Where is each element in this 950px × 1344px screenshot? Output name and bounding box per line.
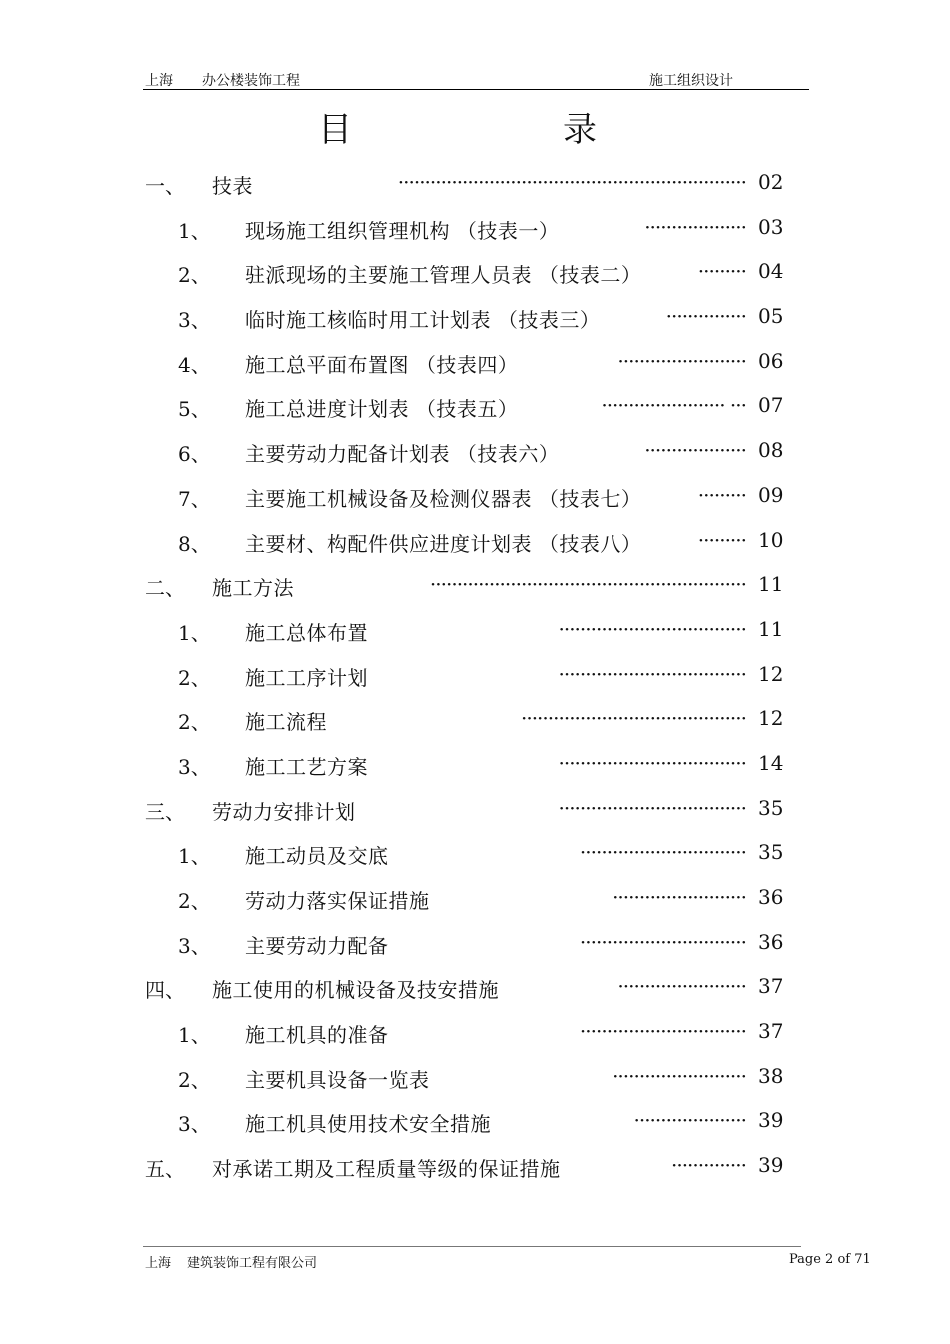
toc-entry-number: 3、	[178, 308, 211, 333]
toc-entry-leader: ······················· ···	[601, 393, 746, 418]
footer-company: 建筑装饰工程有限公司	[187, 1256, 318, 1271]
toc-entry-page: 36	[758, 885, 784, 909]
toc-entry-title: 技表	[212, 174, 253, 198]
toc-entry-leader: ························	[617, 974, 746, 999]
toc-entry[interactable]	[0, 697, 950, 742]
toc-entry-leader: ························	[617, 348, 746, 373]
toc-entry-title: 施工工艺方案	[245, 754, 368, 779]
toc-entry-number: 1、	[178, 844, 211, 869]
toc-entry-page: 10	[758, 527, 784, 552]
title-char-2: 录	[563, 110, 597, 150]
header-doc-type: 施工组织设计	[649, 73, 733, 89]
toc-entry-page: 38	[758, 1063, 784, 1088]
toc-entry-leader: ·························	[612, 1063, 746, 1088]
toc-entry[interactable]	[0, 1144, 950, 1189]
toc-entry-leader: ···················	[644, 214, 746, 239]
toc-entry[interactable]	[0, 1099, 950, 1144]
toc-entry-title: 对承诺工期及工程质量等级的保证措施	[212, 1157, 561, 1182]
toc-entry-leader: ·········	[697, 259, 746, 284]
toc-entry-number: 3、	[178, 754, 211, 779]
toc-entry[interactable]	[0, 161, 950, 206]
toc-entry-leader: ···················	[644, 438, 746, 463]
toc-entry-leader: ·····················	[633, 1108, 746, 1133]
toc-entry[interactable]	[0, 608, 950, 653]
toc-entry[interactable]	[0, 1055, 950, 1100]
toc-entry-page: 39	[758, 1108, 784, 1133]
toc-entry-title: 主要劳动力配备计划表 （技表六）	[245, 442, 560, 467]
toc-entry-leader: ·······························	[579, 1019, 746, 1044]
toc-entry-title: 劳动力落实保证措施	[245, 889, 430, 913]
toc-entry-title: 施工总平面布置图 （技表四）	[245, 352, 519, 377]
toc-entry-page: 37	[758, 1019, 784, 1044]
toc-entry-title: 施工机具的准备	[245, 1023, 389, 1048]
toc-entry[interactable]	[0, 563, 950, 608]
toc-entry-number: 五、	[145, 1157, 185, 1182]
toc-entry-number: 2、	[178, 889, 211, 913]
toc-entry-page: 07	[758, 393, 784, 418]
toc-entry[interactable]	[0, 876, 950, 921]
footer-location: 上海	[145, 1256, 172, 1271]
toc-entry-page: 35	[758, 795, 784, 820]
toc-entry-title: 主要材、构配件供应进度计划表 （技表八）	[245, 531, 642, 556]
toc-entry-leader: ···································	[558, 750, 746, 775]
toc-entry-number: 2、	[178, 1067, 211, 1092]
toc-entry-leader: ··········································	[520, 706, 746, 731]
toc-entry-page: 04	[758, 259, 784, 284]
toc-entry-leader: ·······························	[579, 840, 746, 865]
toc-entry[interactable]	[0, 831, 950, 876]
toc-entry-title: 施工总进度计划表 （技表五）	[245, 397, 519, 422]
toc-entry-number: 三、	[145, 799, 185, 824]
toc-entry[interactable]	[0, 965, 950, 1010]
toc-entry-number: 2、	[178, 710, 211, 735]
toc-entry-number: 3、	[178, 1112, 211, 1137]
toc-entry-page: 11	[758, 616, 784, 641]
toc-entry[interactable]	[0, 206, 950, 251]
toc-entry-title: 施工方法	[212, 576, 294, 601]
toc-entry[interactable]	[0, 295, 950, 340]
toc-entry-leader: ··············	[670, 1153, 746, 1178]
toc-entry-page: 36	[758, 929, 784, 954]
page-footer	[0, 1252, 950, 1271]
toc-entry-leader: ···································	[558, 795, 746, 820]
toc-entry-page: 06	[758, 348, 784, 373]
toc-entry-number: 1、	[178, 1023, 211, 1048]
toc-entry-title: 施工流程	[245, 710, 327, 735]
toc-entry-page: 12	[758, 661, 784, 686]
toc-entry-title: 主要施工机械设备及检测仪器表 （技表七）	[245, 486, 642, 511]
toc-entry[interactable]	[0, 787, 950, 832]
toc-entry-page: 11	[758, 572, 784, 597]
toc-entry[interactable]	[0, 921, 950, 966]
toc-entry-title: 主要机具设备一览表	[245, 1067, 430, 1092]
toc-entry-leader: ···············	[665, 304, 746, 329]
toc-entry-leader: ·········	[697, 527, 746, 552]
toc-entry-leader: ·································································	[397, 170, 746, 194]
toc-entry-page: 14	[758, 750, 784, 775]
toc-entry-number: 6、	[178, 442, 211, 467]
toc-entry[interactable]	[0, 653, 950, 698]
toc-entry-title: 主要劳动力配备	[245, 933, 389, 958]
title-char-1: 目	[318, 110, 352, 150]
toc-entry-leader: ·························	[612, 885, 746, 909]
toc-entry-page: 39	[758, 1153, 784, 1178]
toc-entry-leader: ···························································	[429, 572, 746, 597]
table-of-contents	[0, 161, 950, 1189]
toc-entry-leader: ···································	[558, 661, 746, 686]
header-project: 办公楼装饰工程	[202, 73, 300, 89]
toc-entry-number: 7、	[178, 486, 211, 511]
footer-divider	[143, 1246, 801, 1247]
toc-entry-page: 08	[758, 438, 784, 463]
toc-entry[interactable]	[0, 250, 950, 295]
toc-entry[interactable]	[0, 742, 950, 787]
toc-entry-leader: ···································	[558, 616, 746, 641]
toc-entry-title: 施工工序计划	[245, 665, 368, 690]
toc-entry-page: 05	[758, 304, 784, 329]
toc-entry[interactable]	[0, 1010, 950, 1055]
toc-entry-number: 1、	[178, 620, 211, 645]
toc-entry-page: 12	[758, 706, 784, 731]
toc-entry-number: 二、	[145, 576, 185, 601]
page-title	[0, 102, 950, 150]
header-location: 上海	[145, 73, 173, 89]
toc-entry[interactable]	[0, 384, 950, 429]
toc-entry-title: 施工总体布置	[245, 620, 368, 645]
toc-entry-number: 8、	[178, 531, 211, 556]
toc-entry-page: 09	[758, 482, 784, 507]
toc-entry-title: 施工动员及交底	[245, 844, 389, 869]
toc-entry[interactable]	[0, 429, 950, 474]
toc-entry-leader: ·········	[697, 482, 746, 507]
page-header	[143, 70, 809, 90]
toc-entry-title: 现场施工组织管理机构 （技表一）	[245, 218, 560, 243]
toc-entry-leader: ·······························	[579, 929, 746, 954]
toc-entry-number: 5、	[178, 397, 211, 422]
toc-entry[interactable]	[0, 519, 950, 564]
toc-entry-title: 施工使用的机械设备及技安措施	[212, 978, 499, 1003]
toc-entry-number: 4、	[178, 352, 211, 377]
toc-entry-title: 施工机具使用技术安全措施	[245, 1112, 491, 1137]
footer-page-number: Page 2 of 71	[789, 1252, 871, 1267]
toc-entry-number: 3、	[178, 933, 211, 958]
toc-entry-number: 1、	[178, 218, 211, 243]
toc-entry-title: 驻派现场的主要施工管理人员表 （技表二）	[245, 263, 642, 288]
toc-entry-page: 02	[758, 170, 784, 194]
toc-entry-number: 2、	[178, 263, 211, 288]
toc-entry-title: 临时施工核临时用工计划表 （技表三）	[245, 308, 601, 333]
toc-entry[interactable]	[0, 340, 950, 385]
toc-entry-title: 劳动力安排计划	[212, 799, 356, 824]
toc-entry-number: 四、	[145, 978, 185, 1003]
toc-entry-number: 2、	[178, 665, 211, 690]
toc-entry[interactable]	[0, 474, 950, 519]
toc-entry-number: 一、	[145, 174, 185, 198]
toc-entry-page: 35	[758, 840, 784, 865]
toc-entry-page: 37	[758, 974, 784, 999]
toc-entry-page: 03	[758, 214, 784, 239]
